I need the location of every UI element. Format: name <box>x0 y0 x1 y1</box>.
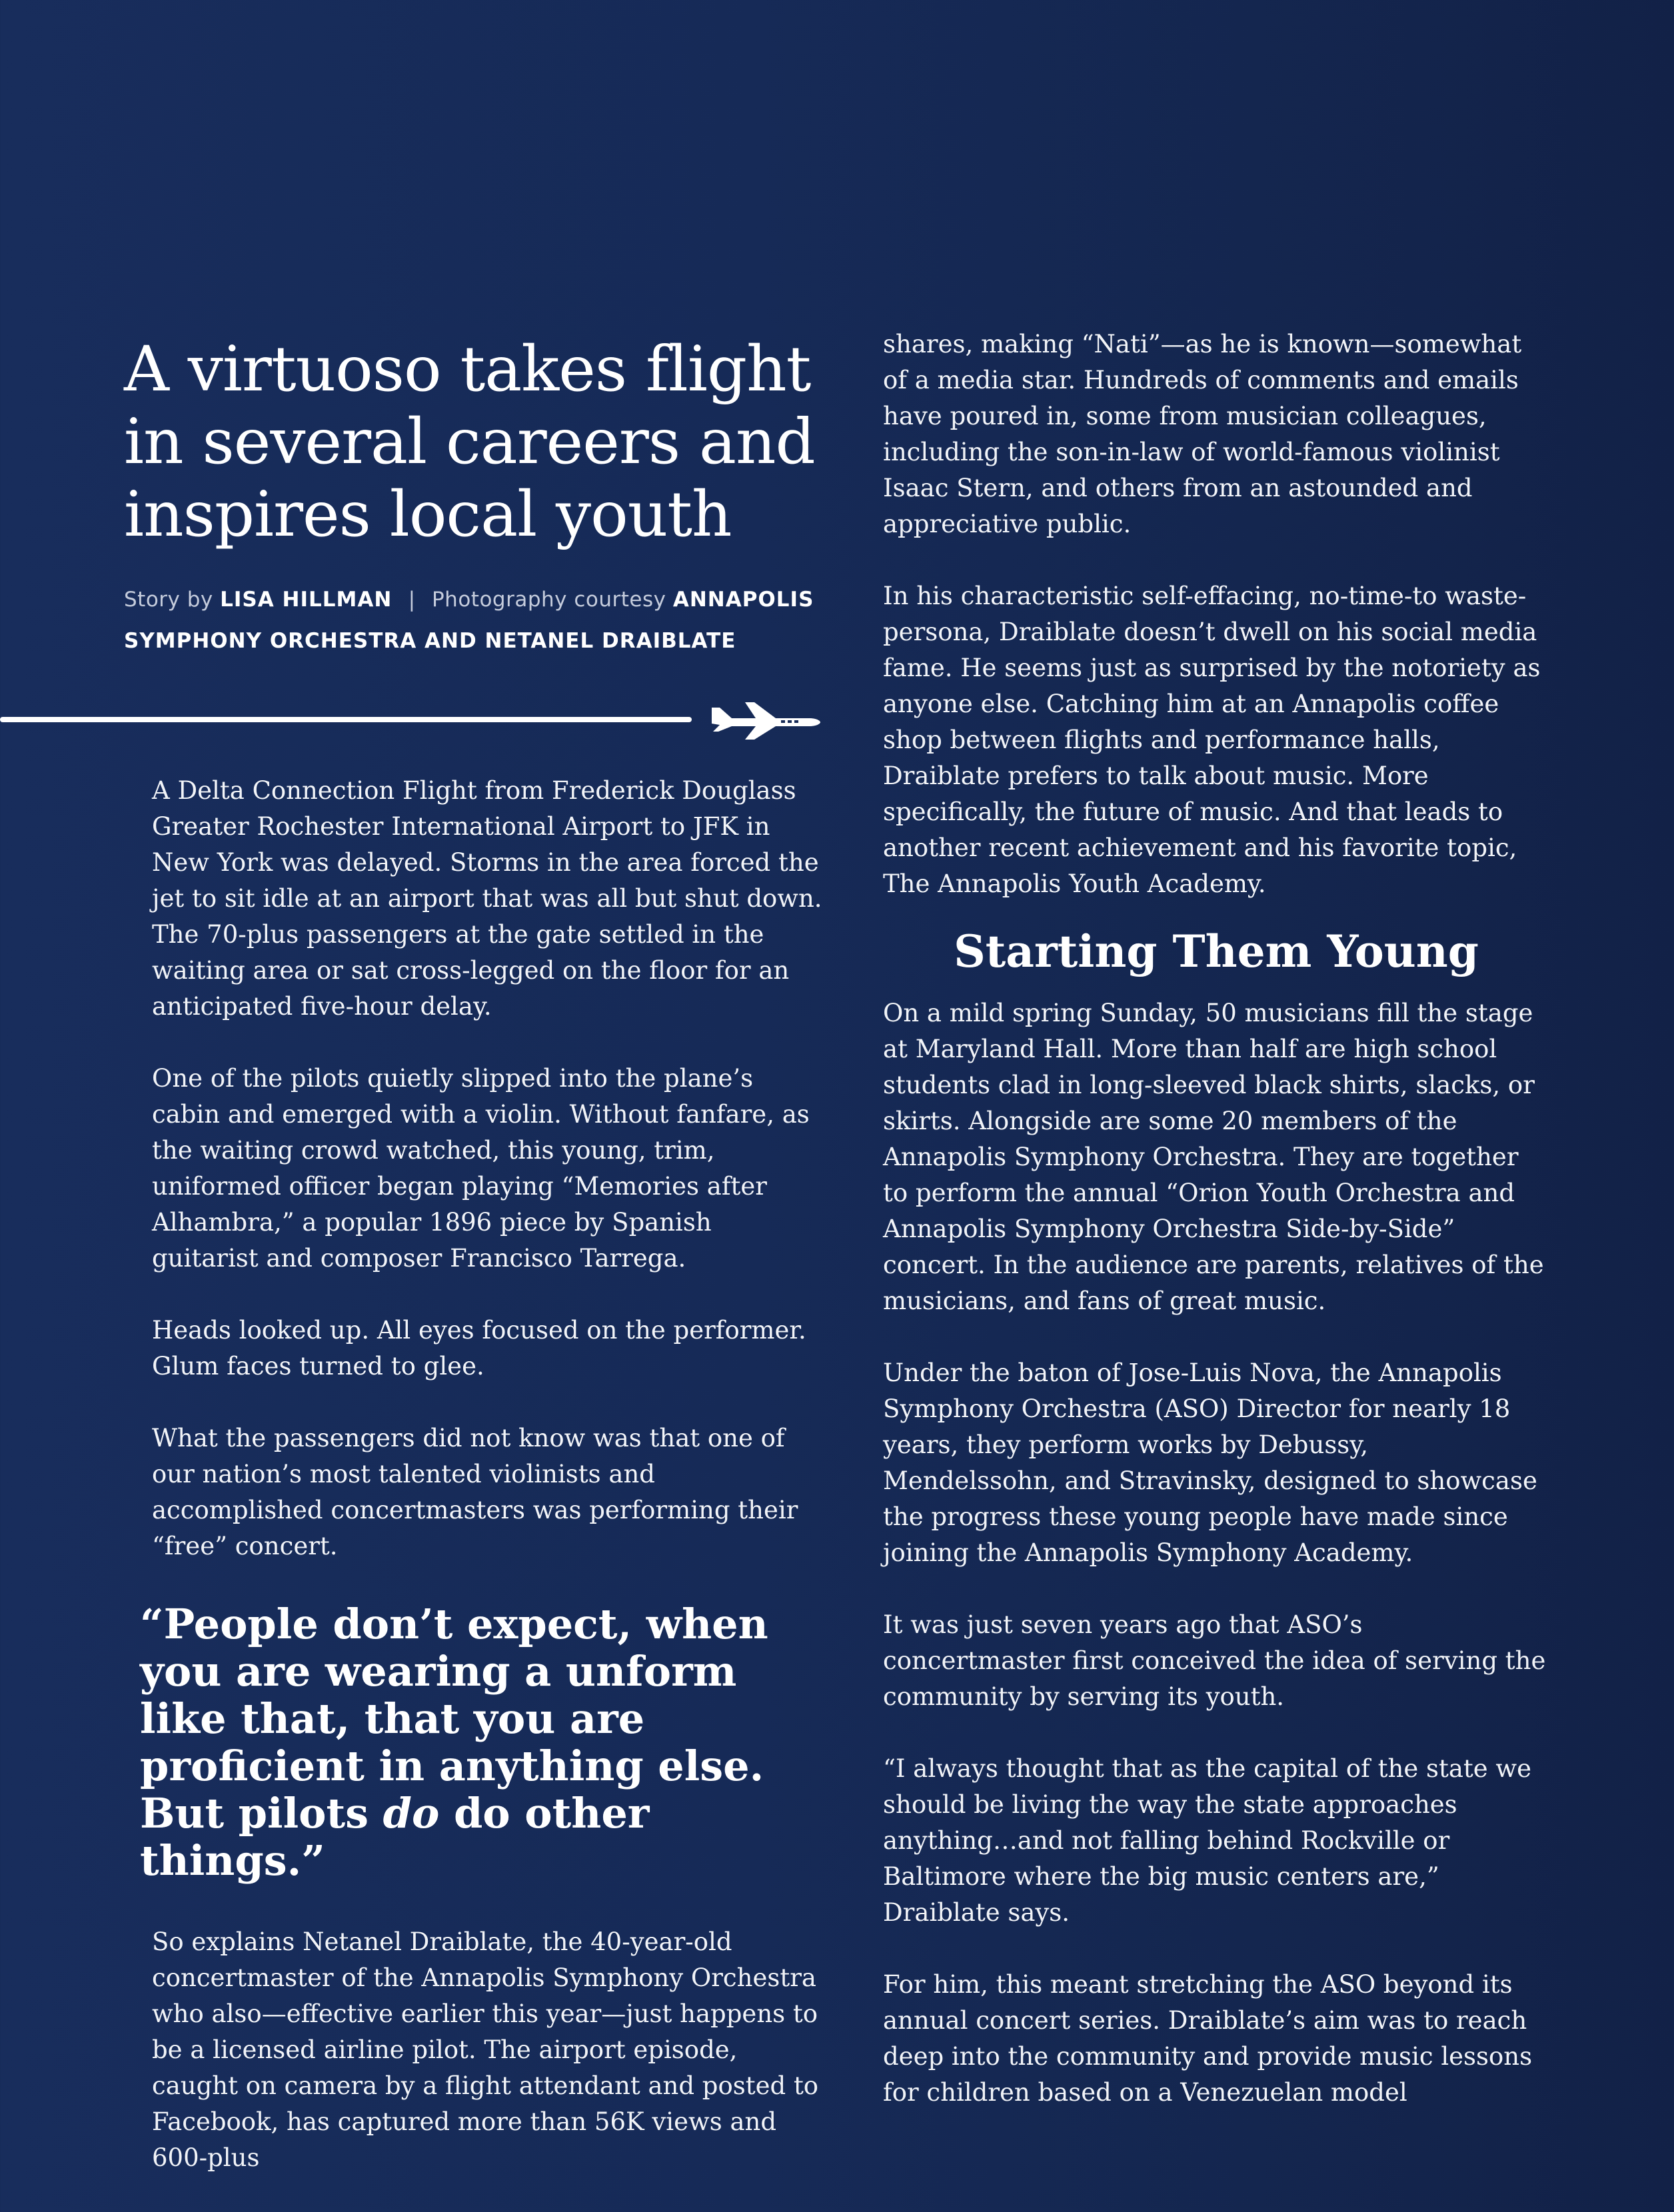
left-column-body <box>140 773 825 2212</box>
byline <box>124 579 830 662</box>
left-paragraph-3: Heads looked up. All eyes focused on the performer. Glum faces turned to glee. <box>152 1316 806 1381</box>
byline-author: LISA HILLMAN <box>220 588 393 612</box>
left-paragraph-2: One of the pilots quietly slipped into the plane’s cabin and emerged with a violin. Without fanfare, as the waiting crowd watched, this young, trim, uniformed officer began playing “Memories after Alhambra,” a popular 1896 piece by Spanish guitarist and composer Francisco Tarrega. <box>152 1064 810 1273</box>
airplane-icon <box>709 698 821 741</box>
left-paragraph-4: What the passengers did not know was that one of our nation’s most talented violinists and accomplished concertmasters was performing their “free” concert. <box>152 1424 798 1560</box>
byline-story-prefix: Story by <box>124 588 213 612</box>
pull-quote-before: “People don’t expect, when you are wearing a unform like that, that you are proficient in anything else. But pilots <box>140 1600 768 1838</box>
right-paragraph-3: On a mild spring Sunday, 50 musicians fill the stage at Maryland Hall. More than half are high school students clad in long-sleeved black shirts, slacks, or skirts. Alongside are some 20 members of the Annapolis Symphony Orchestra. They are together to perform the annual “Orion Youth Orchestra and Annapolis Symphony Orchestra Side-by-Side” concert. In the audience are parents, relatives of the musicians, and fans of great music. <box>883 999 1544 1315</box>
section-heading: Starting Them Young <box>954 925 1479 977</box>
right-paragraph-4: Under the baton of Jose-Luis Nova, the Annapolis Symphony Orchestra (ASO) Director for nearly 18 years, they perform works by Debussy, Mendelssohn, and Stravinsky, designed to showcase the progress these young people have made since joining the Annapolis Symphony Academy. <box>883 1359 1537 1567</box>
pull-quote <box>140 1600 825 1884</box>
headline-block <box>124 333 830 662</box>
byline-photo-prefix: Photography courtesy <box>431 588 666 612</box>
pull-quote-emphasis: do <box>383 1789 440 1838</box>
byline-photo-credit: ANNAPOLIS SYMPHONY ORCHESTRA AND NETANEL DRAIBLATE <box>124 588 814 653</box>
pull-quote-after: do other things.” <box>140 1789 650 1885</box>
right-paragraph-1: shares, making “Nati”—as he is known—somewhat of a media star. Hundreds of comments and emails have poured in, some from musician colleagues, including the son-in-law of world-famous violinist Isaac Stern, and others from an astounded and appreciative public. <box>883 330 1522 538</box>
right-paragraph-2: In his characteristic self-effacing, no-time-to waste-persona, Draiblate doesn’t dwell on his social media fame. He seems just as surprised by the notoriety as anyone else. Catching him at an Annapolis coffee shop between flights and performance halls, Draiblate prefers to talk about music. More specifically, the future of music. And that leads to another recent achievement and his favorite topic, The Annapolis Youth Academy. <box>883 582 1541 898</box>
byline-separator: | <box>408 588 416 612</box>
right-paragraph-7: For him, this meant stretching the ASO beyond its annual concert series. Draiblate’s aim was to reach deep into the community and provide music lessons for children based on a Venezuelan model <box>883 1970 1533 2107</box>
right-paragraph-6: “I always thought that as the capital of the state we should be living the way the state approaches anything…and not falling behind Rockville or Baltimore where the big music centers are,” Draiblate says. <box>883 1754 1531 1927</box>
right-column-body <box>883 326 1549 2147</box>
right-paragraph-5: It was just seven years ago that ASO’s concertmaster first conceived the idea of serving the community by serving its youth. <box>883 1610 1546 1711</box>
left-closing-paragraph: So explains Netanel Draiblate, the 40-year-old concertmaster of the Annapolis Symphony Orchestra who also—effective earlier this year—just happens to be a licensed airline pilot. The airport episode, caught on camera by a flight attendant and posted to Facebook, has captured more than 56K views and 600-plus <box>152 1928 819 2172</box>
flight-path-divider <box>0 717 692 722</box>
article-headline: A virtuoso takes flight in several careers and inspires local youth <box>124 333 815 551</box>
left-paragraph-1: A Delta Connection Flight from Frederick Douglass Greater Rochester International Airport to JFK in New York was delayed. Storms in the area forced the jet to sit idle at an airport that was all but shut down. The 70-plus passengers at the gate settled in the waiting area or sat cross-legged on the floor for an anticipated five-hour delay. <box>152 776 822 1021</box>
